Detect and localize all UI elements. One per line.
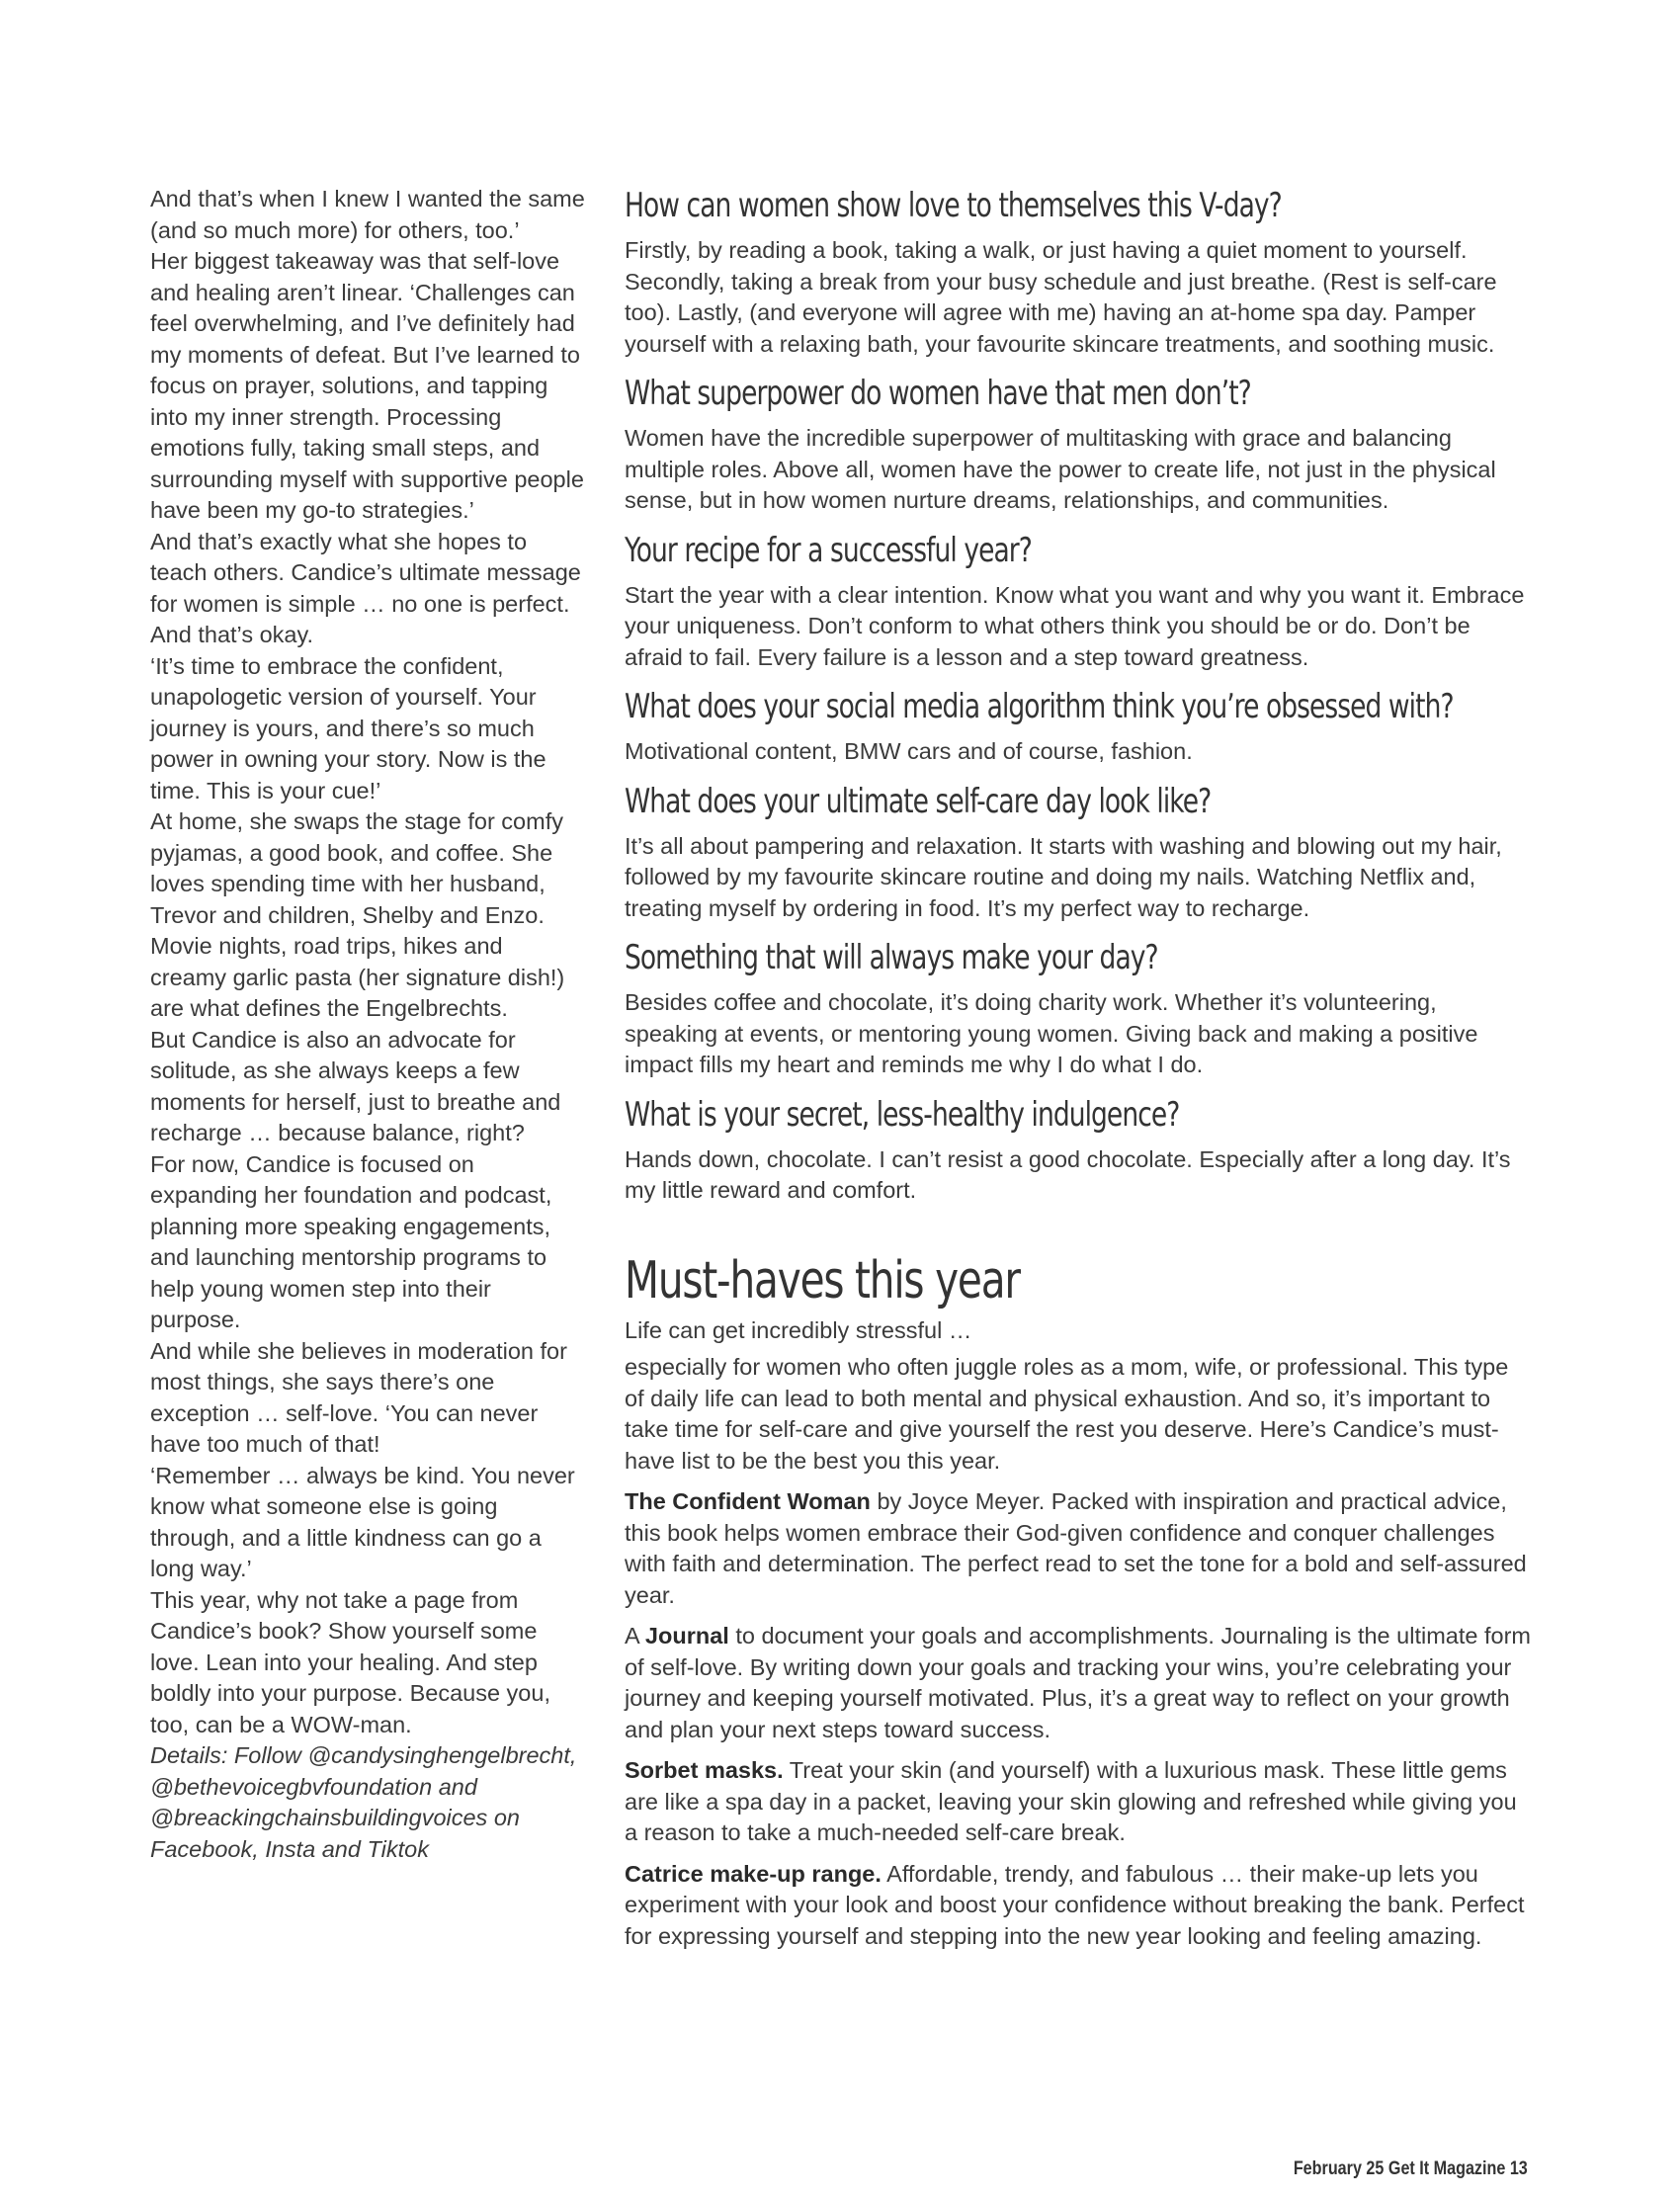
details-credit: Details: Follow @candysinghengelbrecht, @bethevoicegbvfoundation and @breackingchainsbuildingvoices on Facebook, Insta and Tiktok xyxy=(150,1742,577,1862)
left-paragraph-5: At home, she swaps the stage for comfy pyjamas, a good book, and coffee. She loves spending time with her husband, Trevor and children, Shelby and Enzo. Movie nights, road trips, hikes and creamy garlic pasta (her signature dish!) are what defines the Engelbrechts. xyxy=(150,808,565,1021)
qa-block-4 xyxy=(625,687,1532,768)
left-paragraph-3: And that’s exactly what she hopes to teach others. Candice’s ultimate message for women is simple … no one is perfect. And that’s okay. xyxy=(150,528,581,647)
qa-block-1 xyxy=(625,186,1532,360)
must-have-item-4 xyxy=(625,1859,1532,1953)
qa-answer: Hands down, chocolate. I can’t resist a good chocolate. Especially after a long day. It’s my little reward and comfort. xyxy=(625,1145,1511,1203)
left-paragraph-9: ‘Remember … always be kind. You never know what someone else is going through, and a little kindness can go a long way.’ xyxy=(150,1462,575,1581)
qa-block-6 xyxy=(625,938,1532,1081)
must-have-item-2 xyxy=(625,1621,1532,1745)
qa-answer: Besides coffee and chocolate, it’s doing charity work. Whether it’s volunteering, speaking at events, or mentoring young women. Giving back and making a positive impact fills my heart and reminds me why I do what I do. xyxy=(625,989,1478,1077)
qa-block-3 xyxy=(625,531,1532,674)
qa-question: What does your ultimate self-care day look like? xyxy=(625,781,1212,821)
page-footer xyxy=(1294,2158,1528,2180)
footer-publication: Get It Magazine xyxy=(1388,2158,1506,2179)
item-name: The Confident Woman xyxy=(625,1488,871,1514)
item-prefix: A xyxy=(625,1623,645,1648)
qa-question: Something that will always make your day? xyxy=(625,938,1158,977)
left-paragraph-7: For now, Candice is focused on expanding her foundation and podcast, planning more speaking engagements, and launching mentorship programs to help young women step into their purpose. xyxy=(150,1150,552,1332)
must-have-item-1 xyxy=(625,1486,1532,1611)
left-paragraph-1: And that’s when I knew I wanted the same (and so much more) for others, too.’ xyxy=(150,186,585,243)
item-name: Catrice make-up range. xyxy=(625,1860,882,1887)
item-text: by Joyce Meyer. Packed with inspiration and practical advice, this book helps women embrace their God-given confidence and conquer challenges with faith and determination. The perfect read to set the tone for a bold and self-assured year. xyxy=(625,1488,1527,1608)
qa-answer: Firstly, by reading a book, taking a walk, or just having a quiet moment to yourself. Secondly, taking a break from your busy schedule and just breathe. (Rest is self-care too). Lastly, (and everyone will agree with me) having an at-home spa day. Pamper yourself with a relaxing bath, your favourite skincare treatments, and soothing music. xyxy=(625,237,1497,357)
qa-block-2 xyxy=(625,374,1532,517)
qa-question: What is your secret, less-healthy indulgence? xyxy=(625,1094,1180,1135)
item-name: Sorbet masks. xyxy=(625,1757,784,1783)
item-text: Treat your skin (and yourself) with a luxurious mask. These little gems are like a spa day in a packet, leaving your skin glowing and refreshed while giving you a reason to take a much-needed self-care break. xyxy=(625,1757,1517,1845)
qa-question: Your recipe for a successful year? xyxy=(625,530,1032,570)
qa-question: How can women show love to themselves this V-day? xyxy=(625,186,1282,225)
left-paragraph-2: Her biggest takeaway was that self-love and healing aren’t linear. ‘Challenges can feel overwhelming, and I’ve definitely had my moments of defeat. But I’ve learned to focus on prayer, solutions, and tapping into my inner strength. Processing emotions fully, taking small steps, and surrounding myself with supportive people have been my go-to strategies.’ xyxy=(150,248,584,523)
qa-answer: Motivational content, BMW cars and of course, fashion. xyxy=(625,738,1193,764)
left-paragraph-10: This year, why not take a page from Candice’s book? Show yourself some love. Lean into your healing. And step boldly into your purpose. Because you, too, can be a WOW-man. xyxy=(150,1586,550,1737)
left-paragraph-6: But Candice is also an advocate for solitude, as she always keeps a few moments for herself, just to breathe and recharge … because balance, right? xyxy=(150,1026,561,1145)
item-text: Affordable, trendy, and fabulous … their make-up lets you experiment with your look and boost your confidence without breaking the bank. Perfect for expressing yourself and stepping into the new year looking and feeling amazing. xyxy=(625,1860,1525,1949)
left-paragraph-4: ‘It’s time to embrace the confident, unapologetic version of yourself. Your journey is yours, and there’s so much power in owning your story. Now is the time. This is your cue!’ xyxy=(150,652,546,803)
must-haves-lead: especially for women who often juggle roles as a mom, wife, or professional. This type of daily life can lead to both mental and physical exhaustion. And so, it’s important to take time for self-care and give yourself the rest you deserve. Here’s Candice’s must-have list to be the best you this year. xyxy=(625,1354,1509,1474)
qa-answer: It’s all about pampering and relaxation. It starts with washing and blowing out my hair, followed by my favourite skincare routine and doing my nails. Watching Netflix and, treating myself by ordering in food. It’s my perfect way to recharge. xyxy=(625,832,1502,921)
qa-answer: Start the year with a clear intention. Know what you want and why you want it. Embrace your uniqueness. Don’t conform to what others think you should be or do. Don’t be afraid to fail. Every failure is a lesson and a step toward greatness. xyxy=(625,581,1525,670)
footer-issue: February 25 xyxy=(1294,2158,1385,2179)
qa-question: What does your social media algorithm think you’re obsessed with? xyxy=(625,687,1454,726)
left-column xyxy=(150,184,585,1865)
qa-answer: Women have the incredible superpower of multitasking with grace and balancing multiple roles. Above all, women have the power to create life, not just in the physical sense, but in how women nurture dreams, relationships, and communities. xyxy=(625,425,1496,513)
must-haves-title: Must-haves this year xyxy=(625,1250,1020,1310)
item-name: Journal xyxy=(644,1623,729,1648)
qa-question: What superpower do women have that men don’t? xyxy=(625,374,1251,413)
must-have-item-3 xyxy=(625,1755,1532,1849)
must-haves-intro: Life can get incredibly stressful … xyxy=(625,1316,972,1343)
right-column xyxy=(625,186,1532,1962)
qa-block-7 xyxy=(625,1095,1532,1207)
item-text: to document your goals and accomplishments. Journaling is the ultimate form of self-love. By writing down your goals and tracking your wins, you’re celebrating your journey and keeping yourself motivated. Plus, it’s a great way to reflect on your growth and plan your next steps toward success. xyxy=(625,1623,1531,1742)
page-number: 13 xyxy=(1510,2158,1528,2179)
left-paragraph-8: And while she believes in moderation for most things, she says there’s one exception … self-love. ‘You can never have too much of that! xyxy=(150,1337,567,1457)
qa-block-5 xyxy=(625,782,1532,925)
